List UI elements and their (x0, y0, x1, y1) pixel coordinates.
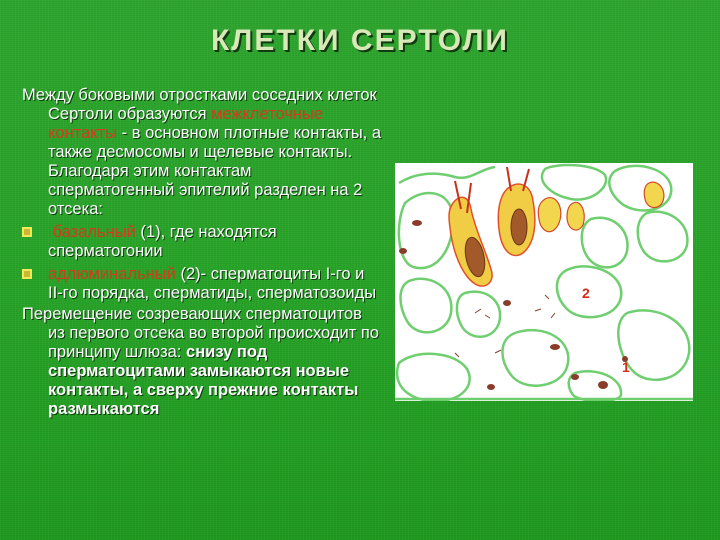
basal-text: (1), где находятся сперматогонии (48, 223, 277, 260)
adluminal-highlight: адлюминальный (48, 265, 176, 283)
label-basal: 1 (622, 359, 630, 375)
cell-outline (401, 279, 452, 333)
intercellular-contacts-highlight: межклеточные контакты (48, 105, 324, 142)
bullet-basal (22, 223, 382, 261)
cell-outline (457, 292, 500, 337)
cell-outline (582, 218, 628, 268)
sertoli-cell-right (498, 167, 535, 256)
cell-outline (397, 354, 470, 401)
sertoli-cell-left (449, 181, 492, 286)
paragraph-contacts-part1: Между боковыми отростками соседних клеток Сертоли образуются (22, 86, 377, 123)
bullet-adluminal (22, 265, 382, 303)
cell-outline (502, 330, 568, 386)
label-adluminal: 2 (582, 285, 590, 301)
diagram-drawing (395, 163, 693, 401)
cell-outline (399, 193, 453, 268)
paragraph-movement-normal: Перемещение созревающих сперматоцитов из первого отсека во второй происходит по принципу шлюза: (22, 305, 379, 361)
cell-outline (542, 165, 606, 200)
slide-title: КЛЕТКИ СЕРТОЛИ (211, 24, 509, 57)
paragraph-contacts (22, 86, 382, 219)
paragraph-movement (22, 305, 382, 419)
sertoli-cell-diagram (395, 163, 693, 401)
basal-highlight: базальный (52, 223, 136, 241)
paragraph-contacts-part2: - в основном плотные контакты, а также десмосомы и щелевые контакты. Благодаря этим контактам сперматогенный эпителий разделен на 2 отсека: (48, 124, 382, 218)
paragraph-movement-bold: снизу под сперматоцитами замыкаются новые контакты, а сверху прежние контакты размыкаются (48, 343, 359, 418)
cell-outline (638, 212, 688, 262)
adluminal-text: (2)- сперматоциты I-го и II-го порядка, сперматиды, сперматозоиды (48, 265, 377, 302)
bullet-marker-icon (22, 269, 32, 279)
lumen-border (399, 167, 495, 183)
body-text (22, 86, 382, 419)
bullet-marker-icon (22, 227, 32, 237)
